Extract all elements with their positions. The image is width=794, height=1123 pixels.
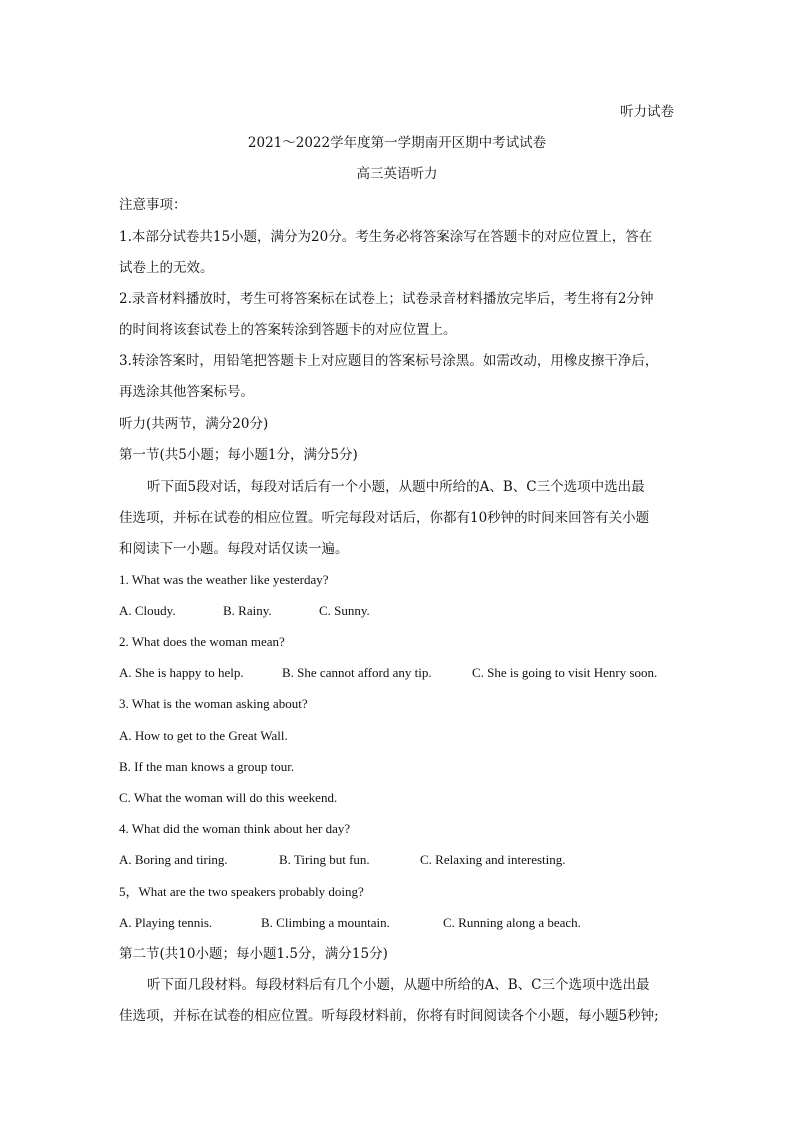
section-2-instruction-line-1: 听下面几段材料。每段材料后有几个小题，从题中所给的A、B、C三个选项中选出最 [147,977,650,993]
question-1-option-b: B. Rainy. [223,603,272,618]
question-4-option-b: B. Tiring but fun. [279,852,370,867]
question-4-option-c: C. Relaxing and interesting. [420,852,566,867]
question-1: 1. What was the weather like yesterday? [119,572,329,587]
question-2-option-c: C. She is going to visit Henry soon. [472,665,658,680]
question-2: 2. What does the woman mean? [119,634,285,649]
question-4: 4. What did the woman think about her day? [119,821,351,836]
listening-heading: 听力(共两节，满分20分) [119,416,269,432]
paper-label: 听力试卷 [620,104,674,120]
question-5-option-c: C. Running along a beach. [443,915,581,930]
question-1-options [119,601,675,621]
question-5: 5，What are the two speakers probably doing? [119,884,364,899]
question-5-options [119,913,675,933]
question-3-option-c: C. What the woman will do this weekend. [119,790,338,805]
note-1-line-1: 1.本部分试卷共15小题，满分为20分。考生务必将答案涂写在答题卡的对应位置上，答在 [119,229,653,245]
exam-title: 2021～2022学年度第一学期南开区期中考试试卷 [247,135,547,151]
note-3-line-2: 再选涂其他答案标号。 [119,384,254,400]
section-1-instruction-line-2: 佳选项，并标在试卷的相应位置。听完每段对话后，你都有10秒钟的时间来回答有关小题 [119,510,650,526]
question-2-option-a: A. She is happy to help. [119,665,244,680]
note-1-line-2: 试卷上的无效。 [119,260,214,276]
question-3-option-a: A. How to get to the Great Wall. [119,728,288,743]
section-2-heading: 第二节(共10小题；每小题1.5分，满分15分) [119,946,388,962]
notes-heading: 注意事项： [119,197,187,213]
section-1-instruction-line-1: 听下面5段对话，每段对话后有一个小题，从题中所给的A、B、C三个选项中选出最 [147,479,645,495]
question-4-option-a: A. Boring and tiring. [119,852,228,867]
question-5-option-a: A. Playing tennis. [119,915,213,930]
question-5-option-b: B. Climbing a mountain. [261,915,390,930]
section-1-heading: 第一节(共5小题；每小题1分，满分5分) [119,447,358,463]
question-4-options [119,850,675,870]
note-2-line-2: 的时间将该套试卷上的答案转涂到答题卡的对应位置上。 [119,322,457,338]
question-1-option-a: A. Cloudy. [119,603,176,618]
question-1-option-c: C. Sunny. [319,603,370,618]
question-3: 3. What is the woman asking about? [119,696,308,711]
section-2-instruction-line-2: 佳选项，并标在试卷的相应位置。听每段材料前，你将有时间阅读各个小题，每小题5秒钟; [119,1008,659,1024]
question-2-options [119,663,675,683]
note-2-line-1: 2.录音材料播放时，考生可将答案标在试卷上；试卷录音材料播放完毕后，考生将有2分钟 [119,291,654,307]
note-3-line-1: 3.转涂答案时，用铅笔把答题卡上对应题目的答案标号涂黑。如需改动，用橡皮擦干净后， [119,353,659,369]
question-3-option-b: B. If the man knows a group tour. [119,759,295,774]
section-1-instruction-line-3: 和阅读下一小题。每段对话仅读一遍。 [119,541,349,557]
exam-subtitle: 高三英语听力 [356,166,438,182]
question-2-option-b: B. She cannot afford any tip. [282,665,432,680]
